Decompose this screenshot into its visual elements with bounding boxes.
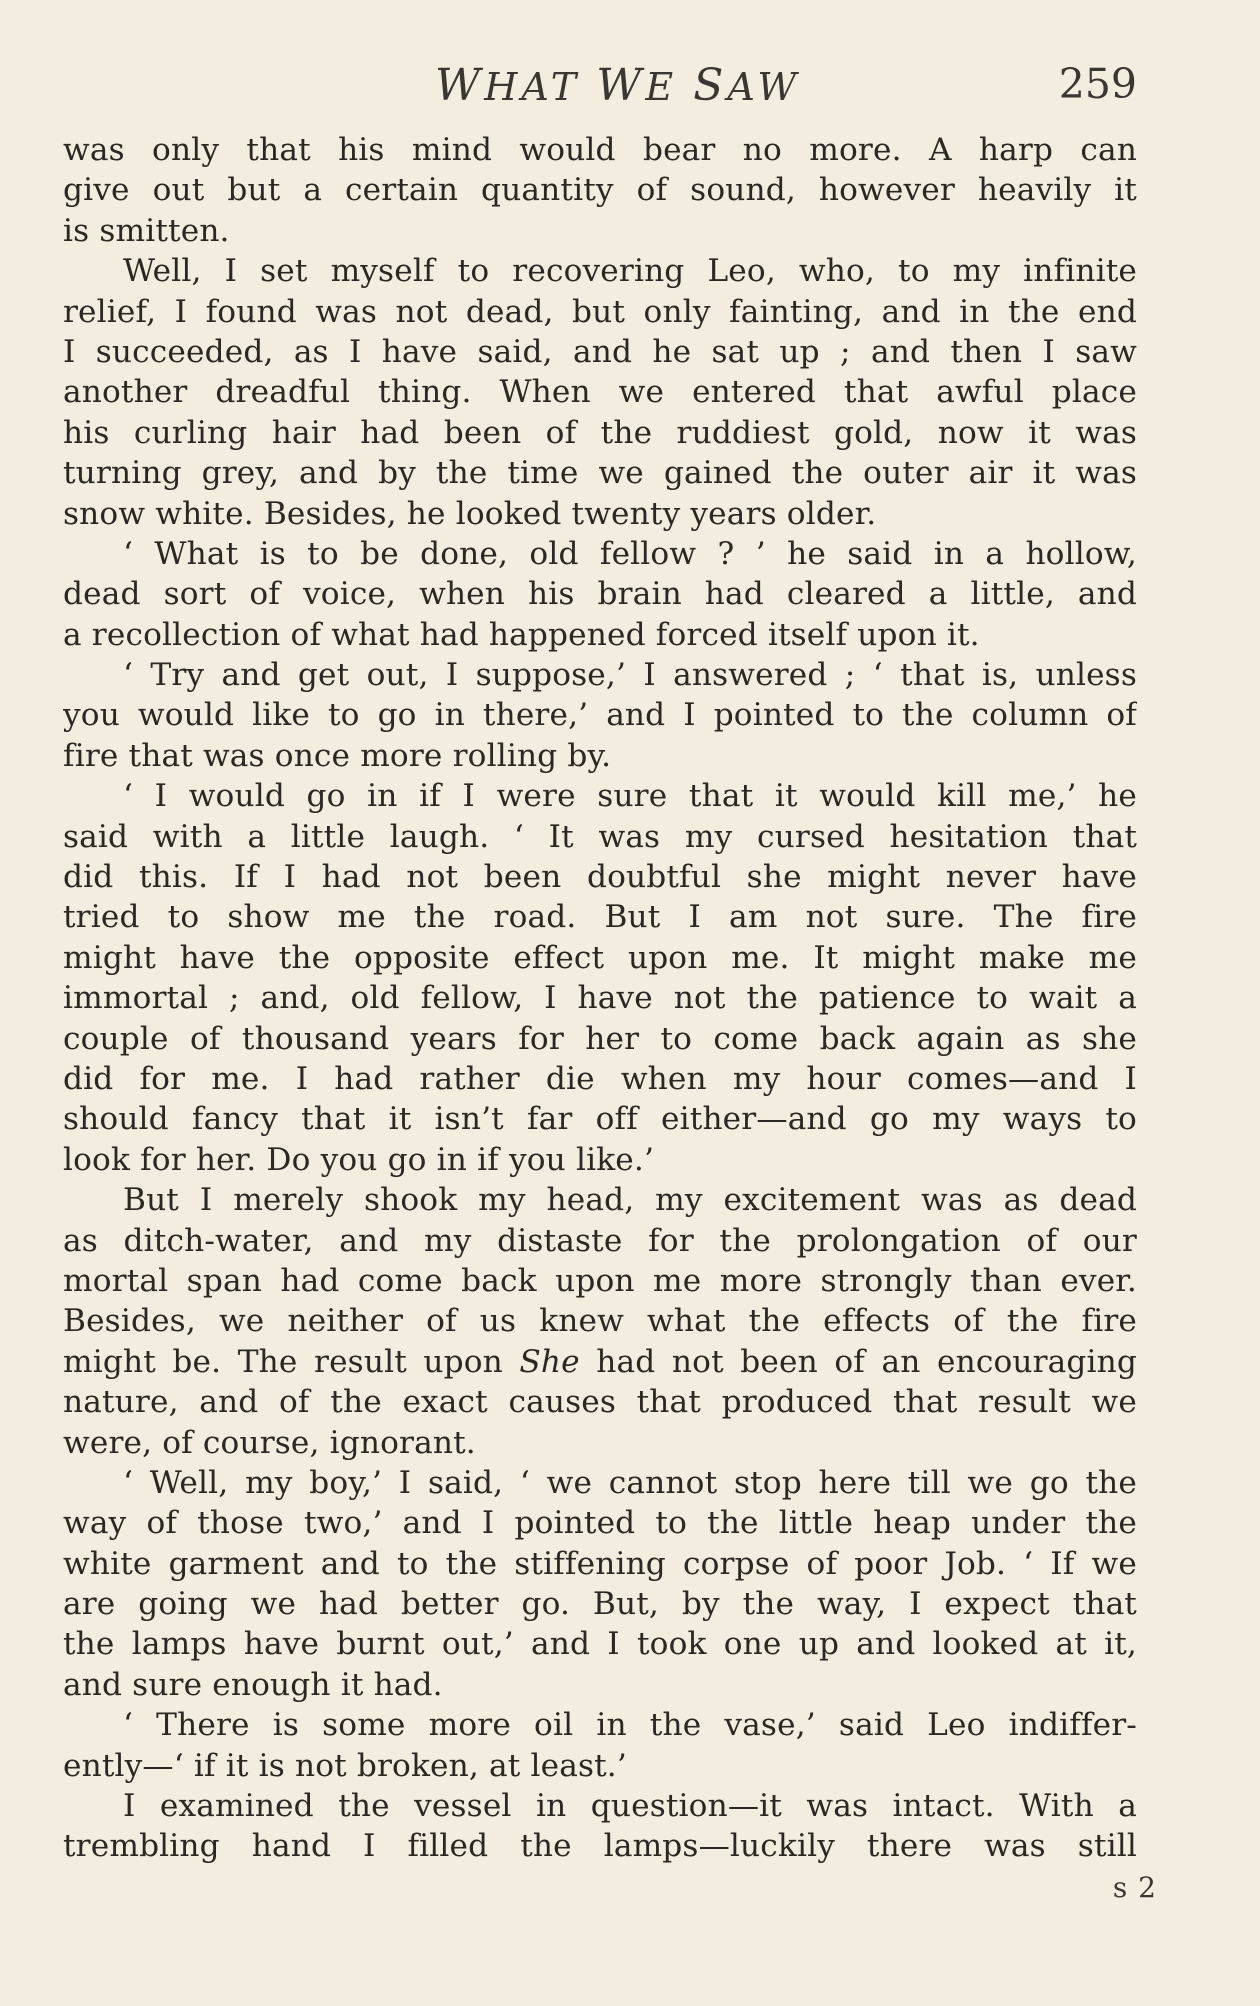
text-line: Besides, we neither of us knew what the effects of the fire <box>63 1303 1137 1340</box>
text-line: his curling hair had been of the ruddiest gold, now it was <box>63 414 1137 451</box>
text-line: another dreadful thing. When we entered that awful place <box>63 374 1137 411</box>
text-line: But I merely shook my head, my excitement was as dead <box>123 1182 1137 1219</box>
text-line: Well, I set myself to recovering Leo, who, to my infinite <box>123 253 1137 290</box>
text-line: are going we had better go. But, by the way, I expect that <box>63 1586 1137 1623</box>
signature-mark: s 2 <box>1112 1871 1157 1904</box>
body-text <box>63 130 1137 1867</box>
text-line: ‘ Try and get out, I suppose,’ I answered ; ‘ that is, unless <box>123 657 1137 694</box>
text-line: is smitten. <box>63 212 230 249</box>
text-line: turning grey, and by the time we gained the outer air it was <box>63 455 1137 492</box>
text-line: trembling hand I filled the lamps—luckily there was still <box>63 1828 1137 1865</box>
text-line: white garment and to the stiffening corpse of poor Job. ‘ If we <box>63 1545 1137 1582</box>
text-line: I succeeded, as I have said, and he sat up ; and then I saw <box>63 333 1137 370</box>
book-page <box>63 52 1137 1867</box>
text-line: I examined the vessel in question—it was intact. With a <box>123 1788 1137 1825</box>
page-header <box>63 52 1137 130</box>
text-line: ‘ Well, my boy,’ I said, ‘ we cannot stop here till we go the <box>123 1464 1137 1501</box>
text-line: you would like to go in there,’ and I pointed to the column of <box>63 697 1137 734</box>
text-line: tried to show me the road. But I am not sure. The fire <box>63 899 1137 936</box>
text-line: couple of thousand years for her to come back again as she <box>63 1020 1137 1057</box>
text-line: ently—‘ if it is not broken, at least.’ <box>63 1747 627 1784</box>
text-line: give out but a certain quantity of sound, however heavily it <box>63 172 1137 209</box>
text-line: might have the opposite effect upon me. It might make me <box>63 939 1137 976</box>
text-line: fire that was once more rolling by. <box>63 737 612 774</box>
text-line: ‘ What is to be done, old fellow ? ’ he said in a hollow, <box>123 535 1137 572</box>
text-line: and sure enough it had. <box>63 1666 443 1703</box>
text-line: might be. The result upon She had not been of an encouraging <box>63 1343 1137 1380</box>
text-line: did this. If I had not been doubtful she might never have <box>63 859 1137 896</box>
text-line: the lamps have burnt out,’ and I took one up and looked at it, <box>63 1626 1137 1663</box>
text-line: way of those two,’ and I pointed to the little heap under the <box>63 1505 1137 1542</box>
text-line: nature, and of the exact causes that produced that result we <box>63 1384 1137 1421</box>
text-line: were, of course, ignorant. <box>63 1424 476 1461</box>
text-line: ‘ I would go in if I were sure that it would kill me,’ he <box>123 778 1137 815</box>
text-line: a recollection of what had happened forced itself upon it. <box>63 616 980 653</box>
text-line: mortal span had come back upon me more strongly than ever. <box>63 1262 1137 1299</box>
text-line: dead sort of voice, when his brain had cleared a little, and <box>63 576 1137 613</box>
running-head: WHAT WE SAW <box>435 60 801 111</box>
text-line: relief, I found was not dead, but only fainting, and in the end <box>63 293 1137 330</box>
text-line: immortal ; and, old fellow, I have not the patience to wait a <box>63 980 1137 1017</box>
text-line: did for me. I had rather die when my hour comes—and I <box>63 1060 1137 1097</box>
text-line: as ditch-water, and my distaste for the prolongation of our <box>63 1222 1137 1259</box>
text-line: snow white. Besides, he looked twenty years older. <box>63 495 877 532</box>
text-line: was only that his mind would bear no more. A harp can <box>63 132 1137 168</box>
text-line: should fancy that it isn’t far off either—and go my ways to <box>63 1101 1137 1138</box>
text-line: ‘ There is some more oil in the vase,’ said Leo indiffer- <box>123 1707 1137 1744</box>
page-number: 259 <box>1058 60 1137 108</box>
text-line: look for her. Do you go in if you like.’ <box>63 1141 655 1178</box>
text-line: said with a little laugh. ‘ It was my cursed hesitation that <box>63 818 1137 855</box>
